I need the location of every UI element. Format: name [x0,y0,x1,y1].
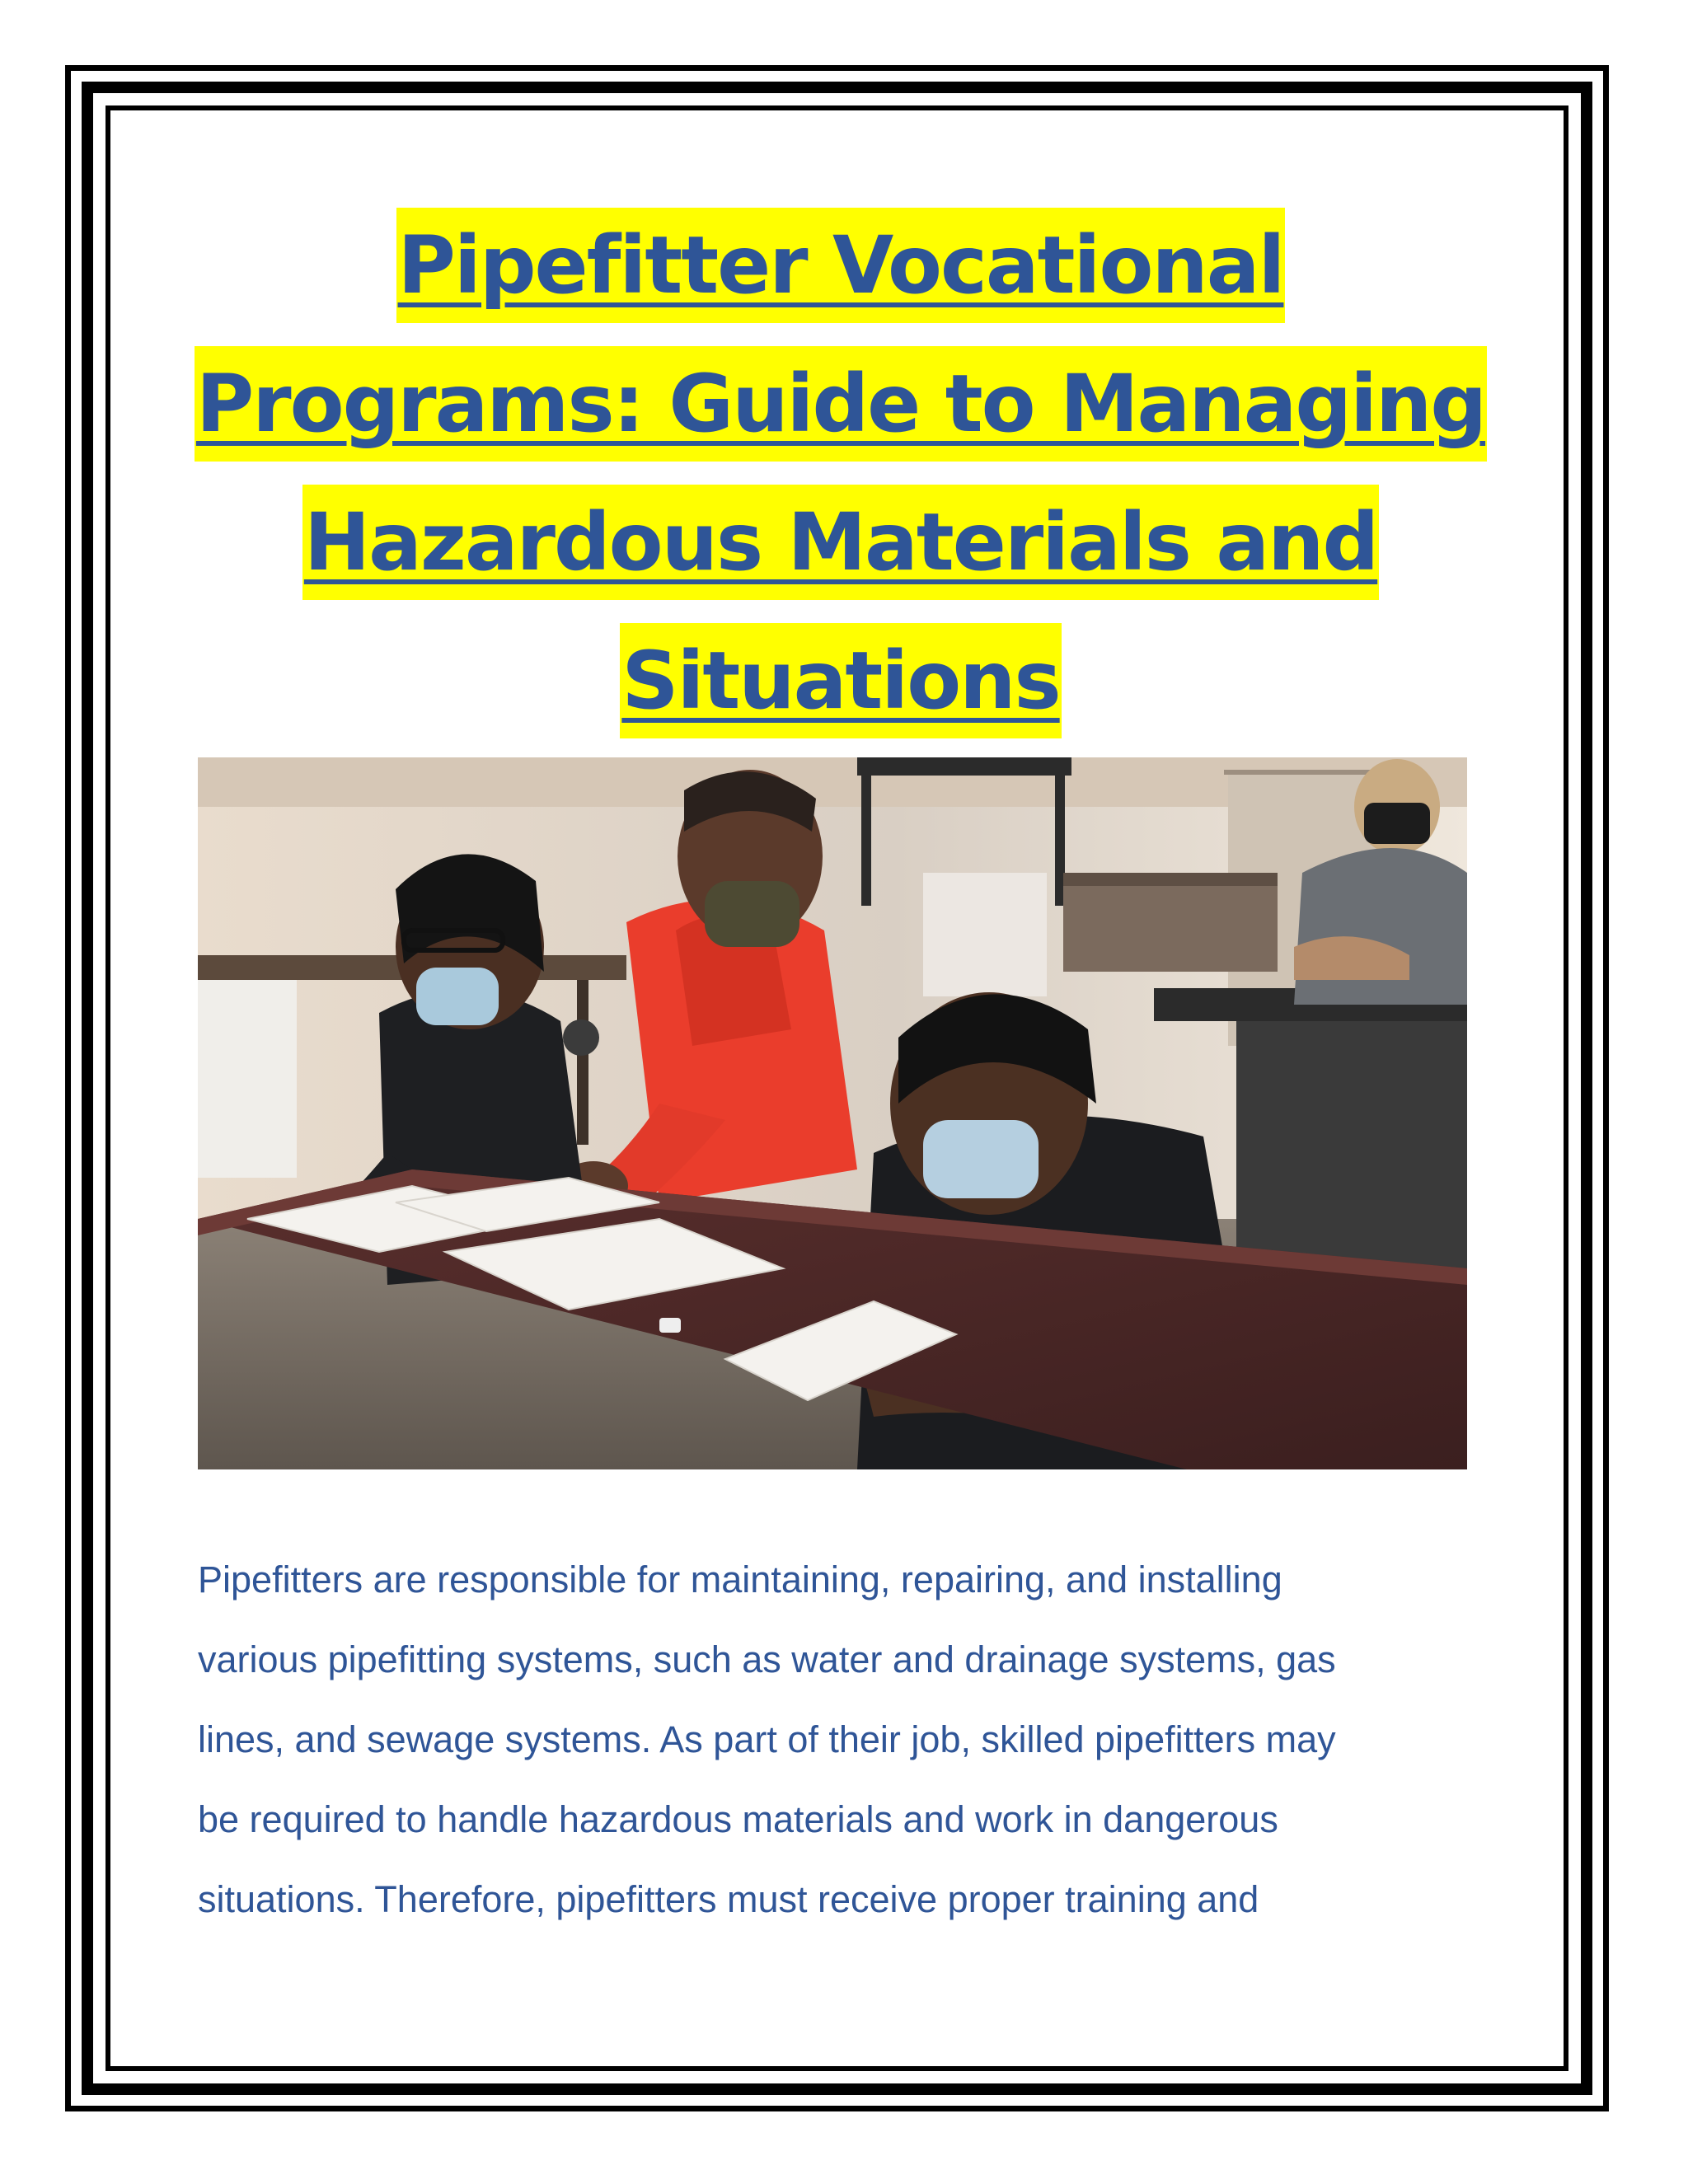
title-line-3: Hazardous Materials and [302,485,1379,600]
title-line-4: Situations [620,623,1061,738]
title-line-2: Programs: Guide to Managing [195,346,1487,462]
body-line-1: Pipefitters are responsible for maintaining, repairing, and installing [198,1558,1282,1601]
body-line-2: various pipefitting systems, such as water and drainage systems, gas [198,1638,1336,1680]
body-line-4: be required to handle hazardous materials and work in dangerous [198,1798,1278,1840]
photo-box [1063,881,1278,972]
body-line-5: situations. Therefore, pipefitters must receive proper training and [198,1878,1259,1920]
body-line-3: lines, and sewage systems. As part of their job, skilled pipefitters may [198,1718,1336,1760]
classroom-photo [198,757,1467,1469]
body-paragraph [198,1540,1484,1939]
classroom-photo-illustration [198,757,1467,1469]
title-line-1: Pipefitter Vocational [396,208,1286,323]
document-title [165,208,1517,762]
photo-white-cabinet [198,980,297,1178]
photo-door-frame [1224,770,1381,775]
